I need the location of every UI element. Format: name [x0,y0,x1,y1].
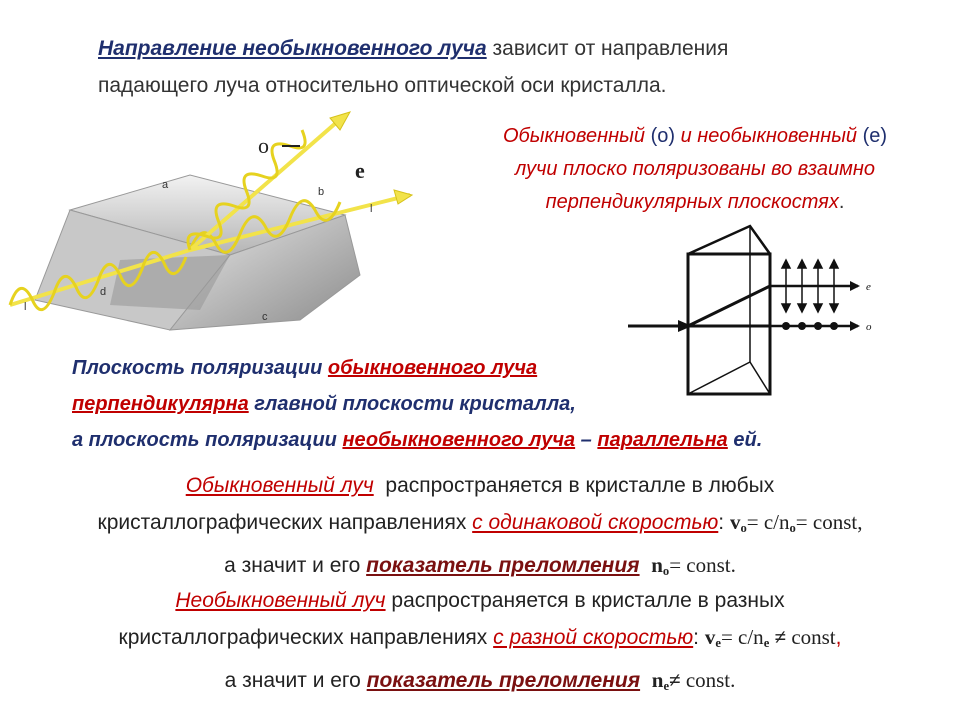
e-arrowhead [394,190,412,204]
extra-l2-link: с разной скоростью [493,626,694,649]
ordinary-formula: $v_o= c/n_o=$ const, [729,510,863,536]
extra-l1: распространяется в кристалле в разных [385,589,785,612]
note-ordinary: Обыкновенный [502,125,646,147]
ordinary-title: Обыкновенный луч [185,474,374,497]
note-o: (о) [650,125,676,147]
label-c: c [262,311,268,323]
note-dot: . [838,191,845,213]
ordinary-l2-link: с одинаковой скоростью [472,511,719,534]
ordinary-l3-text: а значит и его [224,554,367,578]
extra-l3-link: показатель преломления [366,669,641,693]
ordinary-l3-link: показатель преломления [366,554,640,578]
extra-l3-text: а значит и его [224,669,367,693]
extra-l2-text: кристаллографических направлениях [118,626,494,649]
extra-n: $n_e\ne$ [651,668,681,694]
label-d: d [100,286,107,298]
ordinary-l1: распространяется в кристалле в любых [385,474,775,497]
intro-line-2: падающего луча относительно оптической оси кристалла. [98,74,667,97]
ordinary-block [0,467,960,590]
plane-l3-link2: параллельна [597,429,728,451]
ordinary-n: $n_o$ [651,553,670,579]
crystal-figure [0,110,420,340]
polarization-note [440,120,950,219]
plane-l2-link: перпендикулярна [72,393,249,415]
label-l-left: l [24,301,27,313]
ordinary-colon: : [718,511,730,534]
label-b: b [318,186,325,198]
ordinary-l2-text: кристаллографических направлениях [97,511,473,534]
extra-formula: $v_e= c/n_e$ ≠ const [704,625,836,651]
label-a: a [162,179,169,191]
extra-l3-end: const. [680,668,736,693]
extra-comma: , [835,626,842,649]
plane-l1-text: Плоскость поляризации [72,357,328,379]
prism-e-label: e [866,281,871,293]
extraordinary-block [0,582,960,705]
plane-l1-link: обыкновенного луча [327,357,538,379]
intro-link: Направление необыкновенного луча [98,37,487,60]
plane-l3-text: а плоскость поляризации [72,429,343,451]
intro-line-1-rest: зависит от направления [486,37,729,60]
note-line-2: лучи плоско поляризованы во взаимно [515,158,875,180]
ordinary-l3-end: = const. [669,553,736,578]
plane-l2-text: главной плоскости кристалла, [248,393,576,415]
intro-line-1 [98,37,728,61]
prism-o-label: o [866,321,872,333]
prism-back [688,226,770,254]
note-line-3: перпендикулярных плоскостях [545,191,839,213]
extra-colon: : [693,626,705,649]
o-label: о [258,133,269,158]
plane-l3-link1: необыкновенного луча [342,429,576,451]
note-e: (е) [862,125,888,147]
extra-title: Необыкновенный луч [175,589,386,612]
plane-statement [72,350,762,458]
plane-l3-dash: – [575,429,598,451]
label-l-right: l [370,203,373,215]
plane-l3-end: ей. [727,429,763,451]
note-and: и необыкновенный [675,125,863,147]
e-label: е [355,158,365,183]
